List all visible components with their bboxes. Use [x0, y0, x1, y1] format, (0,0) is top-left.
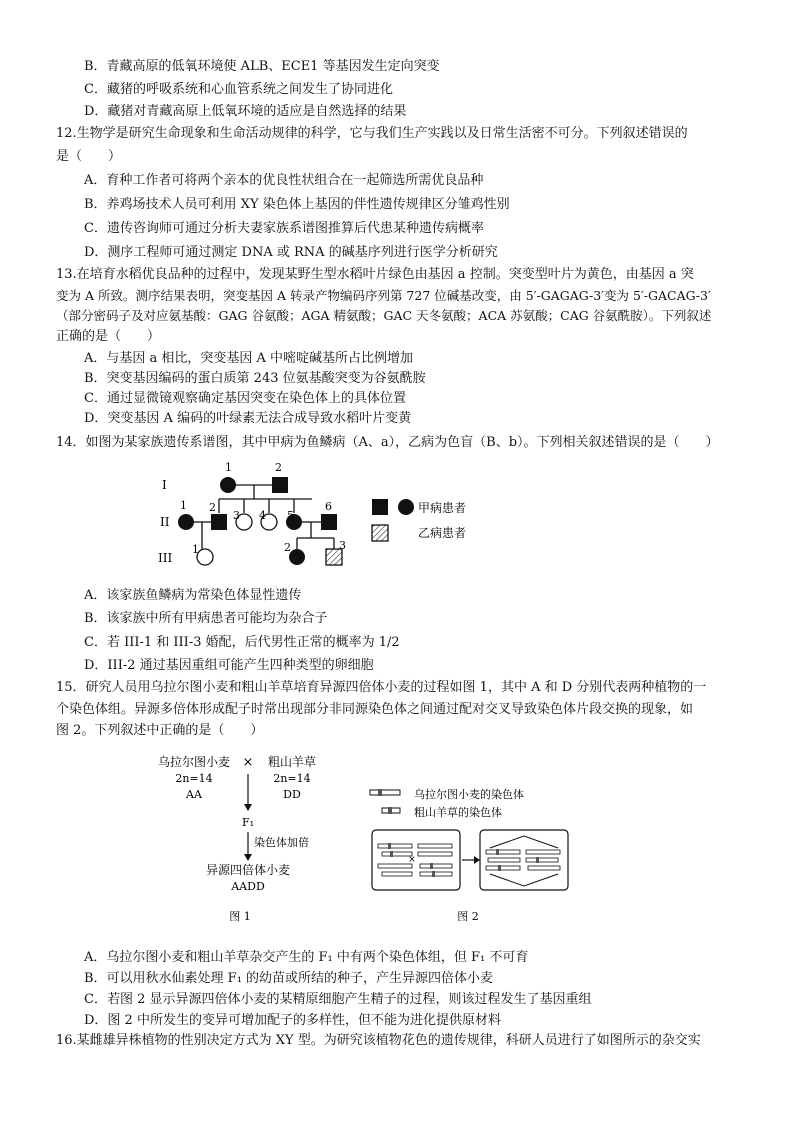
q12-stem-line1: 12.生物学是研究生命现象和生命活动规律的科学，它与我们生产实践以及日常生活密不可分。下列叙述错误的 [56, 126, 688, 141]
q12-option-b: B．养鸡场技术人员可利用 XY 染色体上基因的伴性遗传规律区分雏鸡性别 [84, 197, 510, 212]
fig1-parent1-genome: AA [186, 788, 202, 801]
q15-option-b: B．可以用秋水仙素处理 F₁ 的幼苗或所结的种子，产生异源四倍体小麦 [84, 971, 494, 986]
q15-option-c: C．若图 2 显示异源四倍体小麦的某精原细胞产生精子的过程，则该过程发生了基因重组 [84, 992, 592, 1007]
fig2-legend-b: 粗山羊草的染色体 [414, 806, 502, 819]
num-I-2: 2 [275, 461, 282, 474]
q13-stem-line1: 13.在培育水稻优良品种的过程中，发现某野生型水稻叶片绿色由基因 a 控制。突变型叶片为黄色，由基因 a 突 [56, 267, 694, 282]
svg-text:×: × [408, 855, 416, 865]
gen-label-II: II [160, 515, 170, 529]
num-III-1: 1 [192, 543, 199, 556]
legend-square-a [372, 499, 388, 515]
q15-option-d: D．图 2 中所发生的变异可增加配子的多样性，但不能为进化提供原材料 [84, 1013, 501, 1028]
q11-option-c: C．藏猪的呼吸系统和心血管系统之间发生了协同进化 [84, 82, 393, 97]
num-II-4: 4 [259, 509, 266, 522]
q14-option-b: B．该家族中所有甲病患者可能均为杂合子 [84, 611, 328, 626]
q13-option-d: D．突变基因 A 编码的叶绿素无法合成导致水稻叶片变黄 [84, 411, 412, 426]
q14-stem: 14．如图为某家族遗传系谱图，其中甲病为鱼鳞病（A、a），乙病为色盲（B、b）。下列相关叙述错误的是（ ） [56, 435, 719, 450]
fig2-arrow-head [474, 856, 480, 864]
q12-stem-line2: 是（ ） [56, 149, 122, 164]
pedigree-II-6 [321, 514, 337, 530]
pedigree-I-2 [272, 477, 288, 493]
q14-option-c: C．若 III-1 和 III-3 婚配，后代男性正常的概率为 1/2 [84, 635, 400, 650]
q15-stem-line2: 个染色体组。异源多倍体形成配子时常出现部分非同源染色体之间通过配对交叉导致染色体片段交换的现象，如 [56, 702, 694, 717]
fig1-f1: F₁ [241, 816, 255, 829]
fig2-legend-a: 乌拉尔图小麦的染色体 [414, 788, 524, 801]
pedigree-figure [150, 455, 490, 580]
q12-option-c: C．遗传咨询师可通过分析夫妻家族系谱图推算后代患某种遗传病概率 [84, 221, 484, 236]
num-II-2: 2 [209, 501, 216, 514]
fig1-product-name: 异源四倍体小麦 [205, 863, 291, 877]
legend-circle-a [398, 499, 414, 515]
pedigree-III-2 [289, 549, 305, 565]
gen-label-I: I [162, 478, 167, 492]
fig2-legend-chrom-a [370, 790, 400, 795]
fig2-legend-centromere-b [388, 807, 392, 814]
q13-option-c: C．通过显微镜观察确定基因突变在染色体上的具体位置 [84, 391, 406, 406]
q15-stem-line1: 15．研究人员用乌拉尔图小麦和粗山羊草培育异源四倍体小麦的过程如图 1，其中 A 和 D 分别代表两种植物的一 [56, 680, 707, 695]
fig1-caption: 图 1 [229, 910, 251, 923]
fig1-parent2-name: 粗山羊草 [267, 755, 317, 769]
gen-label-III: III [158, 551, 173, 565]
q14-option-a: A．该家族鱼鳞病为常染色体显性遗传 [84, 588, 302, 603]
fig1-parent1-name: 乌拉尔图小麦 [157, 755, 231, 769]
fig1-parent1-n: 2n=14 [175, 772, 213, 785]
legend-disease-a: 甲病患者 [418, 501, 467, 515]
fig2-box-before [372, 830, 460, 890]
fig1-arrow-1-head [244, 804, 252, 811]
num-II-6: 6 [325, 500, 332, 513]
fig1-step-label: 染色体加倍 [254, 836, 309, 849]
fig1-cross-sign: × [242, 755, 254, 770]
fig2-caption: 图 2 [457, 910, 479, 923]
q13-stem-line2: 变为 A 所致。测序结果表明，突变基因 A 转录产物编码序列第 727 位碱基改变，由 5′-GAGAG-3′变为 5′-GACAG-3′ [56, 288, 711, 303]
num-II-5: 5 [287, 509, 294, 522]
q13-stem-line3: （部分密码子及对应氨基酸：GAG 谷氨酸；AGA 精氨酸；GAC 天冬氨酸；ACA 苏氨酸；CAG 谷氨酰胺）。下列叙述 [56, 308, 712, 323]
q13-stem-line4: 正确的是（ ） [56, 329, 161, 344]
pedigree-II-1 [178, 514, 194, 530]
pedigree-I-1 [220, 477, 236, 493]
q16-stem-line1: 16.某雌雄异株植物的性别决定方式为 XY 型。为研究该植物花色的遗传规律，科研人员进行了如图所示的杂交实 [56, 1033, 701, 1048]
q11-option-d: D．藏猪对青藏高原上低氧环境的适应是自然选择的结果 [84, 104, 407, 119]
q15-stem-line3: 图 2。下列叙述中正确的是（ ） [56, 723, 264, 738]
fig2-legend-centromere-a [378, 789, 382, 796]
legend-square-b [372, 525, 388, 541]
fig1-product-genome: AADD [231, 880, 265, 893]
num-I-1: 1 [225, 461, 232, 474]
fig1-parent2-n: 2n=14 [273, 772, 311, 785]
figure-1-cross-diagram [150, 752, 330, 932]
fig1-parent2-genome: DD [283, 788, 301, 801]
q15-option-a: A．乌拉尔图小麦和粗山羊草杂交产生的 F₁ 中有两个染色体组，但 F₁ 不可育 [84, 950, 529, 965]
q11-option-b: B．青藏高原的低氧环境使 ALB、ECE1 等基因发生定向突变 [84, 59, 440, 74]
legend-disease-b: 乙病患者 [418, 526, 467, 540]
q12-option-d: D．测序工程师可通过测定 DNA 或 RNA 的碱基序列进行医学分析研究 [84, 245, 498, 260]
num-II-3: 3 [233, 509, 240, 522]
pedigree-II-2 [211, 514, 227, 530]
q14-option-d: D．III-2 通过基因重组可能产生四种类型的卵细胞 [84, 658, 374, 673]
num-II-1: 1 [180, 499, 187, 512]
fig1-arrow-2-head [244, 854, 252, 861]
q13-option-a: A．与基因 a 相比，突变基因 A 中嘧啶碱基所占比例增加 [84, 351, 414, 366]
pedigree-III-1 [197, 549, 213, 565]
figure-2-chromosome-exchange [368, 782, 572, 932]
num-III-2: 2 [284, 541, 291, 554]
q13-option-b: B．突变基因编码的蛋白质第 243 位氨基酸突变为谷氨酰胺 [84, 371, 426, 386]
q12-option-a: A．育种工作者可将两个亲本的优良性状组合在一起筛选所需优良品种 [84, 173, 484, 188]
num-III-3: 3 [339, 539, 346, 552]
